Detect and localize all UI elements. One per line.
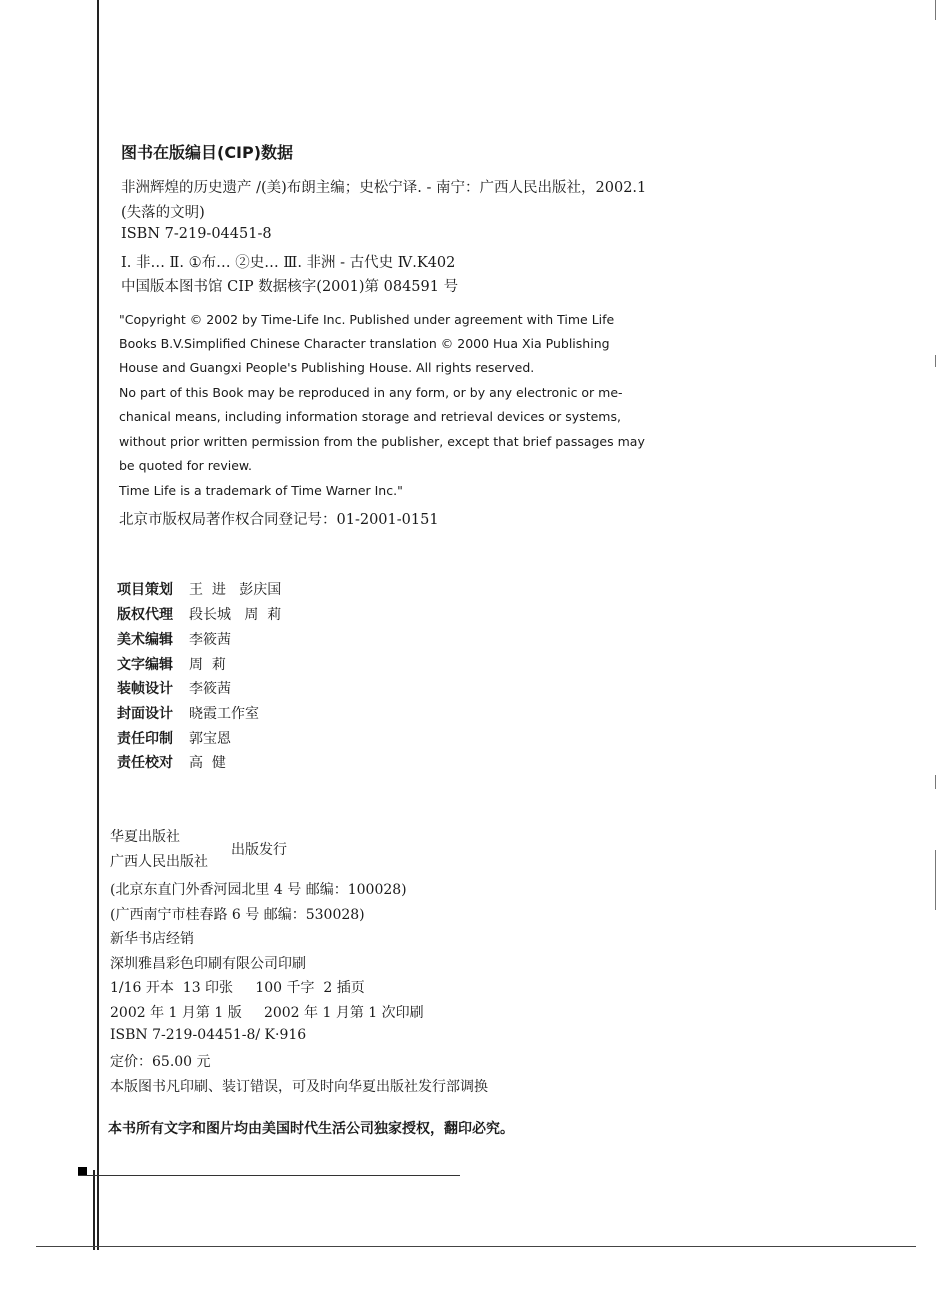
staff-row: [117, 701, 259, 725]
staff-name: 段长城 周 莉: [189, 607, 282, 623]
scan-edge-line-left: [97, 0, 99, 1250]
staff-row: [117, 750, 226, 774]
staff-role: 封面设计: [117, 706, 173, 722]
cip-line: Ⅰ. 非… Ⅱ. ①布… ②史… Ⅲ. 非洲 - 古代史 Ⅳ.K402: [121, 255, 456, 271]
cip-line: 非洲辉煌的历史遗产 /(美)布朗主编；史松宁译. - 南宁：广西人民出版社，2002.1: [121, 180, 647, 196]
scan-rule-middle: [78, 1175, 460, 1176]
staff-name: 郭宝恩: [189, 731, 231, 747]
cip-line: (失落的文明): [121, 205, 205, 221]
exclusive-rights-notice: 本书所有文字和图片均由美国时代生活公司独家授权，翻印必究。: [108, 1121, 514, 1137]
staff-name: 周 莉: [189, 657, 226, 673]
scan-speck-right: [935, 355, 936, 367]
staff-role: 装帧设计: [117, 681, 173, 697]
staff-name: 李筱茜: [189, 632, 231, 648]
staff-row: [117, 676, 231, 700]
publication-line: (北京东直门外香河园北里 4 号 邮编：100028): [110, 882, 407, 898]
copyright-line: without prior written permission from the publisher, except that brief passages may: [119, 434, 645, 449]
cip-title: 图书在版编目(CIP)数据: [121, 143, 294, 162]
scan-speck-right: [935, 850, 936, 910]
publication-line: 定价：65.00 元: [110, 1054, 211, 1070]
copyright-line: Time Life is a trademark of Time Warner Inc.": [119, 483, 403, 498]
copyright-registration: 北京市版权局著作权合同登记号：01-2001-0151: [119, 512, 439, 528]
publication-line: 2002 年 1 月第 1 版 2002 年 1 月第 1 次印刷: [110, 1005, 424, 1021]
cip-line: ISBN 7-219-04451-8: [121, 226, 272, 242]
publication-line: 1/16 开本 13 印张 100 千字 2 插页: [110, 980, 365, 996]
copyright-line: chanical means, including information storage and retrieval devices or systems,: [119, 409, 621, 424]
copyright-line: be quoted for review.: [119, 458, 252, 473]
staff-role: 项目策划: [117, 582, 173, 598]
publication-line: 深圳雅昌彩色印刷有限公司印刷: [110, 956, 306, 972]
staff-role: 文字编辑: [117, 657, 173, 673]
staff-name: 王 进 彭庆国: [189, 582, 282, 598]
publication-line: 新华书店经销: [110, 931, 194, 947]
staff-role: 责任校对: [117, 755, 173, 771]
publication-line: 本版图书凡印刷、装订错误，可及时向华夏出版社发行部调换: [110, 1079, 488, 1095]
staff-name: 晓霞工作室: [189, 706, 259, 722]
copyright-line: "Copyright © 2002 by Time-Life Inc. Published under agreement with Time Life: [119, 312, 615, 327]
scan-speck-right: [935, 775, 936, 789]
copyright-line: Books B.V.Simplified Chinese Character translation © 2000 Hua Xia Publishing: [119, 336, 610, 351]
staff-role: 美术编辑: [117, 632, 173, 648]
staff-row: [117, 577, 281, 601]
scan-edge-line-left-lower: [93, 1170, 95, 1250]
staff-row: [117, 602, 281, 626]
staff-name: 李筱茜: [189, 681, 231, 697]
publisher-name: 广西人民出版社: [110, 854, 208, 870]
cip-line: 中国版本图书馆 CIP 数据核字(2001)第 084591 号: [121, 279, 459, 295]
publisher-role: 出版发行: [231, 842, 287, 858]
copyright-line: No part of this Book may be reproduced in any form, or by any electronic or me-: [119, 385, 623, 400]
publication-line: (广西南宁市桂春路 6 号 邮编：530028): [110, 907, 365, 923]
publication-line: ISBN 7-219-04451-8/ K·916: [110, 1027, 307, 1043]
staff-row: [117, 627, 231, 651]
staff-role: 责任印制: [117, 731, 173, 747]
publisher-name: 华夏出版社: [110, 829, 180, 845]
scan-rule-bottom: [36, 1246, 916, 1247]
staff-role: 版权代理: [117, 607, 173, 623]
staff-row: [117, 726, 231, 750]
copyright-line: House and Guangxi People's Publishing House. All rights reserved.: [119, 360, 535, 375]
scan-speck-right: [935, 0, 936, 20]
staff-name: 高 健: [189, 755, 226, 771]
staff-row: [117, 652, 226, 676]
